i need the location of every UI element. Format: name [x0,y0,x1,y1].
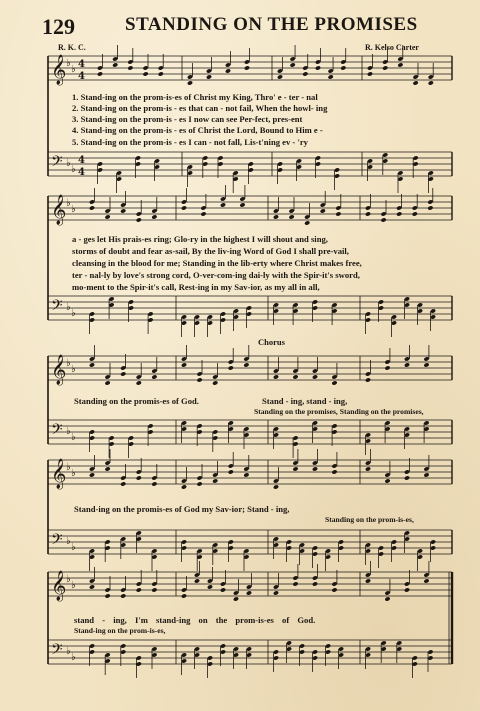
note-head [89,584,95,589]
note-head [105,593,111,598]
note-head [384,478,390,483]
verse-line-3: 3. Stand-ing on the prom-is - es I now can see Per-fect, pres-ent [72,114,303,124]
verse-line-3: cleansing in the blood for me; Standing in the lib-erty where Christ makes free, [72,258,362,268]
note-head [246,590,252,595]
bass-clef: 𝄢 [51,421,63,442]
chorus-echo-lyric: Standing on the promises, Standing on the promises, [254,407,424,416]
note-head [187,80,193,85]
flat-sign: ♭ [71,308,76,319]
note-head [340,65,346,70]
note-head [397,62,403,67]
flat-sign: ♭ [71,652,76,663]
flat-sign: ♭ [66,574,71,585]
note-head [225,68,231,73]
verse-line-5: 5. Stand-ing on the prom-is - es I can - not fall, Lis-t'ning ev - 'ry [72,137,308,147]
note-head [120,593,126,598]
note-head [312,581,318,586]
note-head [423,472,429,477]
flat-sign: ♭ [71,164,76,175]
note-head [328,74,334,79]
note-head [312,374,318,379]
flat-sign: ♭ [71,580,76,591]
chorus-echo-lyric: Standing on the prom-is-es, [325,515,414,524]
note-head [89,205,95,210]
note-head [423,578,429,583]
note-head [127,65,133,70]
chorus-echo-lyric: Stand-ing on the prom-is-es, [74,626,166,635]
note-head [381,217,387,222]
verse-line-4: ter - nal-ly by love's strong cord, O-ver-com-ing dai-ly with the Spir-it's sword, [72,270,360,280]
flat-sign: ♭ [71,468,76,479]
flat-sign: ♭ [71,432,76,443]
verse-line-1: a - ges let His prais-es ring; Glo-ry in the highest I will shout and sing, [72,234,328,244]
bass-clef: 𝄢 [51,531,63,552]
note-head [194,578,200,583]
note-head [404,587,410,592]
note-head [335,211,341,216]
note-head [228,469,234,474]
flat-sign: ♭ [71,64,76,75]
chorus-lyric: Standing on the promis-es of God. [74,396,199,406]
flat-sign: ♭ [66,646,71,657]
chorus-label: Chorus [258,337,285,347]
note-head [289,214,295,219]
note-head [212,380,218,385]
note-head [158,71,164,76]
note-head [136,587,142,592]
note-head [365,377,371,382]
note-head [292,374,298,379]
note-head [243,362,249,367]
note-head [243,472,249,477]
note-head [290,62,296,67]
note-head [244,65,250,70]
note-head [105,466,111,471]
note-head [206,74,212,79]
flat-sign: ♭ [66,426,71,437]
note-head [273,590,279,595]
composer-credit: R. Kelso Carter [365,43,419,52]
time-signature: 4 [78,59,85,70]
note-head [367,71,373,76]
flat-sign: ♭ [66,198,71,209]
chorus-lyric: stand - ing, I'm stand-ing on the prom-is-es of God. [74,615,316,625]
time-signature: 4 [78,155,85,166]
hymn-title: STANDING ON THE PROMISES [125,14,418,35]
note-head [427,205,433,210]
note-head [143,71,149,76]
bass-clef: 𝄢 [51,153,63,174]
note-head [181,362,187,367]
note-head [181,593,187,598]
note-head [273,214,279,219]
time-signature: 4 [78,167,85,178]
note-head [181,205,187,210]
flat-sign: ♭ [66,358,71,369]
note-head [112,62,118,67]
time-signature: 4 [78,71,85,82]
treble-clef: 𝄞 [51,355,67,385]
note-head [365,466,371,471]
verse-line-2: 2. Stand-ing on the prom-is - es that can - not fail, When the howl- ing [72,103,328,113]
bass-clef: 𝄢 [51,297,63,318]
verse-line-5: mo-ment to the Spir-it's call, Rest-ing in my Sav-ior, as my all in all, [72,282,320,292]
note-head [200,211,206,216]
note-head [396,211,402,216]
treble-clef: 𝄞 [51,459,67,489]
note-head [384,365,390,370]
note-head [120,371,126,376]
note-head [273,374,279,379]
flat-sign: ♭ [66,536,71,547]
hymn-number: 129 [42,14,75,39]
note-head [331,380,337,385]
note-head [151,587,157,592]
flat-sign: ♭ [66,302,71,313]
note-head [207,584,213,589]
note-head [292,466,298,471]
treble-clef: 𝄞 [51,55,67,85]
note-head [239,202,245,207]
note-head [382,65,388,70]
treble-clef: 𝄞 [51,195,67,225]
verse-line-1: 1. Stand-ing on the prom-is-es of Christ my King, Thro' e - ter - nal [72,92,318,102]
note-head [97,71,103,76]
flat-sign: ♭ [66,462,71,473]
note-head [428,80,434,85]
note-head [384,596,390,601]
note-head [365,578,371,583]
note-head [228,365,234,370]
note-head [331,587,337,592]
note-head [233,596,239,601]
lyricist-credit: R. K. C. [58,43,86,52]
note-head [404,362,410,367]
note-head [212,478,218,483]
note-head [151,214,157,219]
note-head [136,475,142,480]
verse-line-2: storms of doubt and fear as-sail, By the liv-ing Word of God I shall pre-vail, [72,246,349,256]
note-head [197,481,203,486]
flat-sign: ♭ [71,542,76,553]
chorus-lyric: Stand - ing, stand - ing, [262,396,348,406]
note-head [197,377,203,382]
note-head [89,362,95,367]
note-head [331,469,337,474]
note-head [273,484,279,489]
chorus-lyric: Stand-ing on the promis-es of God my Sav-ior; Stand - ing, [74,504,290,514]
note-head [315,65,321,70]
flat-sign: ♭ [66,58,71,69]
treble-clef: 𝄞 [51,571,67,601]
note-head [404,475,410,480]
note-head [423,362,429,367]
verse-line-4: 4. Stand-ing on the prom-is - es of Christ the Lord, Bound to Him e - [72,125,323,135]
bass-clef: 𝄢 [51,641,63,662]
note-head [120,481,126,486]
note-head [302,71,308,76]
flat-sign: ♭ [71,364,76,375]
note-head [312,466,318,471]
note-head [136,380,142,385]
note-head [136,217,142,222]
flat-sign: ♭ [66,158,71,169]
note-head [365,211,371,216]
note-head [220,587,226,592]
note-head [292,581,298,586]
note-head [320,208,326,213]
flat-sign: ♭ [71,204,76,215]
note-head [413,80,419,85]
note-head [304,220,310,225]
note-head [120,208,126,213]
note-head [105,380,111,385]
note-head [412,211,418,216]
note-head [220,202,226,207]
note-head [105,214,111,219]
note-head [89,472,95,477]
note-head [151,374,157,379]
note-head [277,74,283,79]
note-head [181,484,187,489]
note-head [151,481,157,486]
